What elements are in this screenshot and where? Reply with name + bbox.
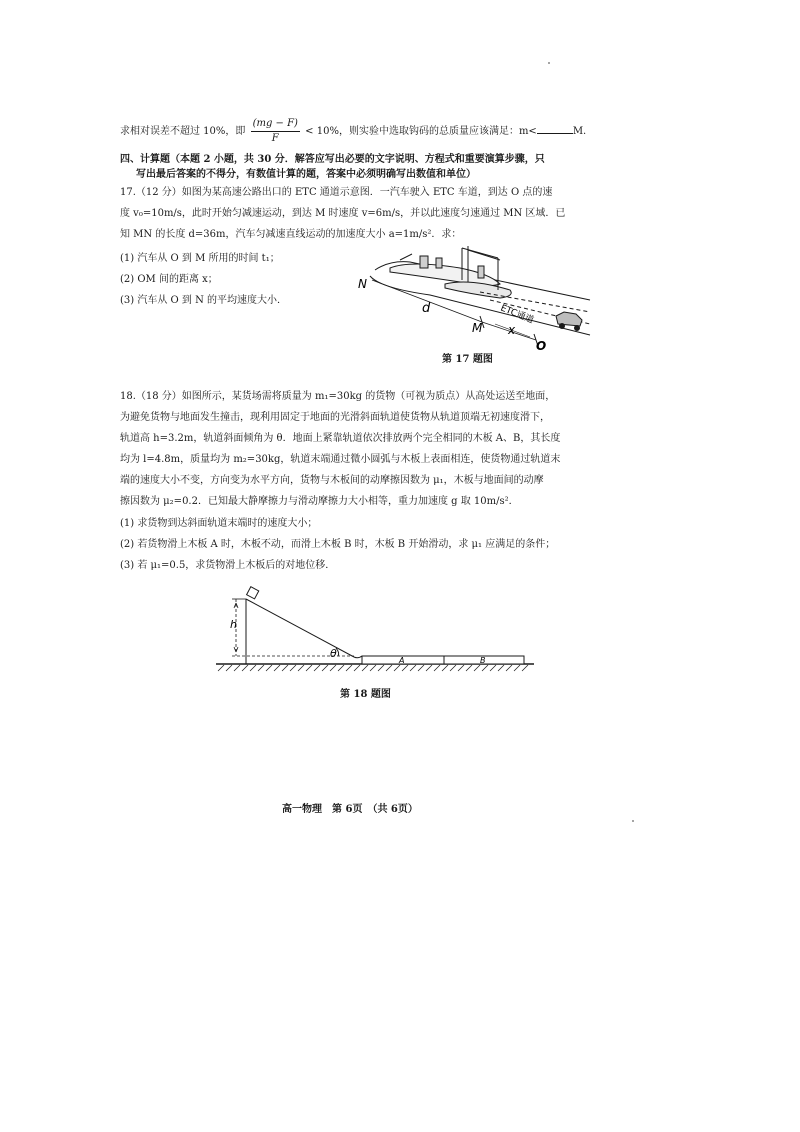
condition-text: < 10%，则实验中选取钩码的总质量应该满足：m< bbox=[305, 126, 537, 137]
ground-hatching bbox=[218, 665, 528, 671]
q18-sub1: (1) 求货物到达斜面轨道末端时的速度大小； bbox=[120, 518, 318, 529]
fraction-numerator: (mg − F) bbox=[251, 117, 300, 132]
q17-sub1: (1) 汽车从 O 到 M 所用的时间 t₁； bbox=[120, 253, 280, 264]
relative-error-line bbox=[120, 117, 586, 146]
page-footer: 高一物理 第 6页 （共 6页） bbox=[282, 804, 418, 815]
q18-line3: 轨道高 h=3.2m，轨道斜面倾角为 θ．地面上紧靠轨道依次排放两个完全相同的木板 A、B，其长度 bbox=[120, 433, 561, 444]
q17-figure-caption: 第 17 题图 bbox=[442, 354, 493, 365]
angle-theta-label: θ bbox=[330, 647, 337, 660]
q17-etc-figure bbox=[350, 240, 600, 355]
board-A-label: A bbox=[399, 656, 405, 665]
distance-x-label: x bbox=[508, 323, 516, 337]
q18-line1: 18.（18 分）如图所示，某货场需将质量为 m₁=30kg 的货物（可视为质点）从高处运送至地面， bbox=[120, 391, 556, 402]
q18-line6: 擦因数为 μ₂=0.2．已知最大静摩擦力与滑动摩擦力大小相等，重力加速度 g 取 10m/s²． bbox=[120, 496, 519, 507]
q17-sub2: (2) OM 间的距离 x； bbox=[120, 274, 218, 285]
q18-sub3: (3) 若 μ₁=0.5，求货物滑上木板后的对地位移． bbox=[120, 560, 336, 571]
relative-error-text: 求相对误差不超过 10%，即 bbox=[120, 126, 246, 137]
height-h-label: h bbox=[230, 618, 237, 631]
q18-sub2: (2) 若货物滑上木板 A 时，木板不动，而滑上木板 B 时，木板 B 开始滑动，求 μ₁ 应满足的条件； bbox=[120, 539, 556, 550]
section-header-line2: 写出最后答案的不得分，有数值计算的题，答案中必须明确写出数值和单位） bbox=[136, 169, 476, 180]
point-M-label: M bbox=[472, 321, 483, 335]
q18-line2: 为避免货物与地面发生撞击，现利用固定于地面的光滑斜面轨道使货物从轨道顶端无初速度滑下， bbox=[120, 412, 550, 423]
scan-speck bbox=[632, 820, 634, 822]
condition-end: M. bbox=[572, 126, 587, 137]
q17-line1: 17.（12 分）如图为某高速公路出口的 ETC 通道示意图．一汽车驶入 ETC 车道，到达 O 点的速 bbox=[120, 187, 553, 198]
etc-lane-label: ETC通道 bbox=[498, 303, 536, 326]
point-N-label: N bbox=[358, 277, 367, 291]
q18-incline-figure bbox=[212, 585, 542, 680]
scan-speck bbox=[548, 62, 550, 64]
board-B-label: B bbox=[480, 656, 486, 665]
point-O-label: O bbox=[536, 339, 547, 353]
distance-d-label: d bbox=[422, 301, 431, 316]
fraction-denominator: F bbox=[271, 133, 279, 144]
error-fraction bbox=[251, 117, 300, 146]
q17-sub3: (3) 汽车从 O 到 N 的平均速度大小． bbox=[120, 295, 288, 306]
q18-line5: 端的速度大小不变，方向变为水平方向，货物与木板间的动摩擦因数为 μ₁，木板与地面间的动摩 bbox=[120, 475, 544, 486]
q17-line2: 度 v₀=10m/s，此时开始匀减速运动，到达 M 时速度 v=6m/s，并以此速度匀速通过 MN 区域．已 bbox=[120, 208, 566, 219]
answer-blank bbox=[537, 123, 573, 134]
section-header-line1: 四、计算题（本题 2 小题，共 30 分．解答应写出必要的文字说明、方程式和重要演算步骤，只 bbox=[120, 154, 545, 165]
q17-line3: 知 MN 的长度 d=36m，汽车匀减速直线运动的加速度大小 a=1m/s²．求： bbox=[120, 229, 462, 240]
q18-line4: 均为 l=4.8m，质量均为 m₂=30kg，轨道末端通过微小圆弧与木板上表面相连，使货物通过轨道末 bbox=[120, 454, 561, 465]
q18-figure-caption: 第 18 题图 bbox=[340, 689, 391, 700]
